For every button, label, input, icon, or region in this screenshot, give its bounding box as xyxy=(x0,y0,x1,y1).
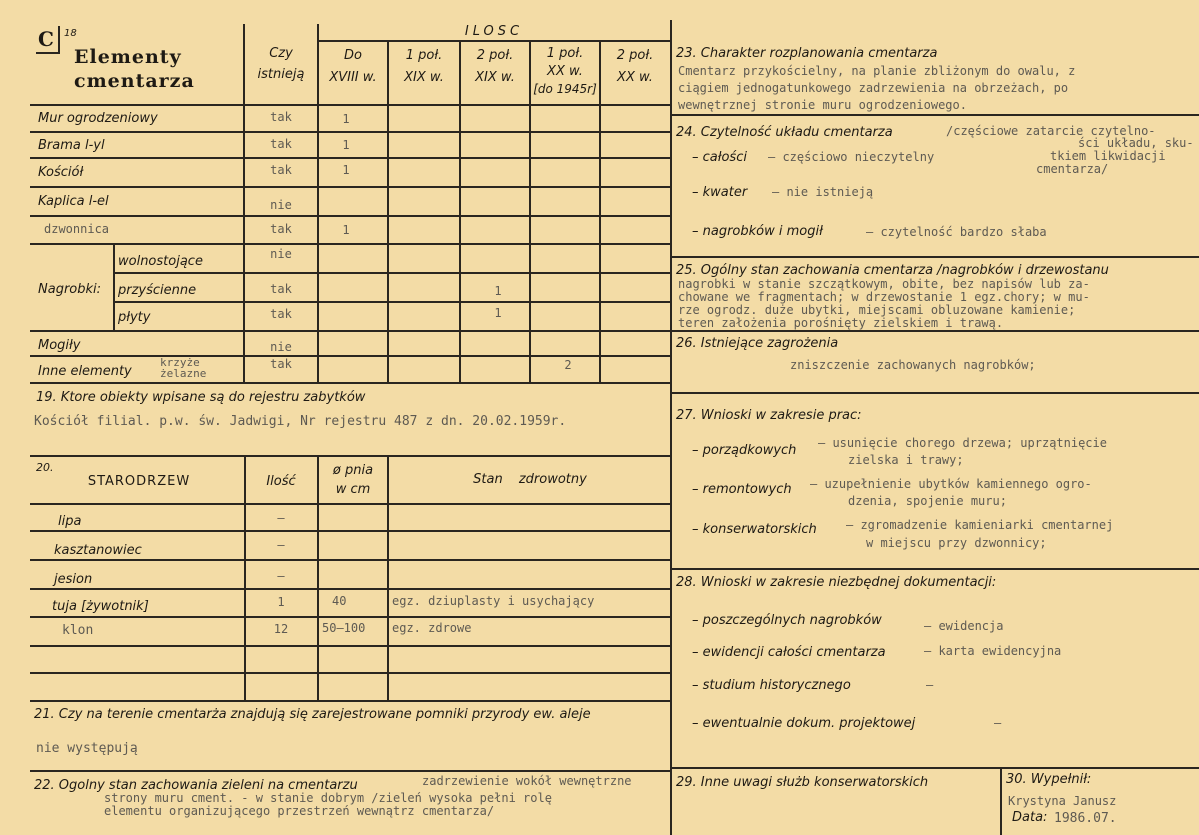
section-title-line2: cmentarza xyxy=(74,70,195,92)
exists-other: tak xyxy=(270,357,292,371)
exists-freestanding: nie xyxy=(270,247,292,261)
row-label-slabs: płyty xyxy=(118,310,151,325)
col-xx1-2: XX w. xyxy=(547,64,583,79)
grid-line xyxy=(670,330,1199,332)
s28-item1-value: – ewidencja xyxy=(924,619,1004,633)
grid-line xyxy=(30,770,670,772)
grid-line xyxy=(30,700,670,702)
s24-whole-value: – częściowo nieczytelny xyxy=(768,150,935,164)
s28-item3-value: – xyxy=(926,678,934,692)
grid-line xyxy=(114,272,670,274)
s24-note-1: /częściowe zatarcie czytelno- xyxy=(946,124,1156,138)
col-xx2-1: 2 poł. xyxy=(616,48,654,63)
grid-line xyxy=(670,392,1199,394)
s19-value: Kościół filial. p.w. św. Jadwigi, Nr rejestru 487 z dn. 20.02.1959r. xyxy=(34,414,567,429)
s28-item2-label: – ewidencji całości cmentarza xyxy=(692,645,886,660)
col-quantity-label: ILOSC xyxy=(464,24,524,39)
tree-count-linden: – xyxy=(277,511,285,525)
s26-label: 26. Istniejące zagrożenia xyxy=(676,336,839,351)
s25-label: 25. Ogólny stan zachowania cmentarza /nagrobków i drzewostanu xyxy=(676,263,1109,278)
grid-line xyxy=(30,330,670,332)
s28-item3-label: – studium historycznego xyxy=(692,678,851,693)
col-xviii-1: Do xyxy=(344,48,362,63)
s25-value-3: rze ogrodz. duże ubytki, miejscami obluzowane kamienie; xyxy=(678,303,1076,317)
s28-item4-label: – ewentualnie dokum. projektowej xyxy=(692,716,916,731)
s24-note-2: ści układu, sku- xyxy=(1078,136,1194,150)
grid-line xyxy=(30,559,670,561)
s27-cons-value-2: w miejscu przy dzwonnicy; xyxy=(866,536,1047,550)
s27-repair-label: – remontowych xyxy=(692,482,792,497)
grid-line xyxy=(30,131,670,133)
s22-value-2: strony muru cment. - w stanie dobrym /zieleń wysoka pełni rolę xyxy=(104,791,552,805)
grid-line xyxy=(30,104,670,106)
col-xix1-1: 1 poł. xyxy=(405,48,443,63)
s23-label: 23. Charakter rozplanowania cmentarza xyxy=(676,46,938,61)
tree-name-thuja: tuja [żywotnik] xyxy=(52,599,149,614)
row-label-gate: Brama l-yl xyxy=(38,138,105,153)
grid-line xyxy=(670,568,1199,570)
row-label-chapel: Kaplica l-el xyxy=(38,194,109,209)
graves-group-label: Nagrobki: xyxy=(38,282,102,297)
s24-quarters-label: – kwater xyxy=(692,185,748,200)
s25-value-1: nagrobki w stanie szczątkowym, obite, bez napisów lub za- xyxy=(678,277,1090,291)
grid-line xyxy=(30,645,670,647)
grid-line xyxy=(30,382,670,384)
s27-cons-label: – konserwatorskich xyxy=(692,522,817,537)
col-xx1-3: [do 1945r] xyxy=(533,82,597,96)
grid-line xyxy=(30,588,670,590)
tree-count-thuja: 1 xyxy=(277,595,285,609)
s20-col-diam-1: ø pnia xyxy=(332,463,374,478)
section-title-line1: Elementy xyxy=(74,46,182,68)
s27-label: 27. Wnioski w zakresie prac: xyxy=(676,408,862,423)
s27-cons-value-1: – zgromadzenie kamieniarki cmentarnej xyxy=(846,518,1114,532)
s27-order-value-1: – usunięcie chorego drzewa; uprzątnięcie xyxy=(818,436,1107,450)
s28-item2-value: – karta ewidencyjna xyxy=(924,644,1062,658)
row-label-belfry: dzwonnica xyxy=(44,222,110,236)
grid-line xyxy=(670,767,1199,769)
s27-order-value-2: zielska i trawy; xyxy=(848,453,964,467)
grid-line xyxy=(670,114,1199,116)
s24-graves-value: – czytelność bardzo słaba xyxy=(866,225,1047,239)
col-xx1-1: 1 poł. xyxy=(546,46,584,61)
exists-wallmounted: tak xyxy=(270,282,292,296)
grid-line xyxy=(317,456,319,701)
exists-wall: tak xyxy=(270,110,292,124)
section-letter: C xyxy=(38,27,55,51)
tree-health-maple: egz. zdrowe xyxy=(392,621,472,635)
col-xx2-2: XX w. xyxy=(617,70,653,85)
tree-name-chestnut: kasztanowiec xyxy=(54,543,142,558)
col-xix2-2: XIX w. xyxy=(475,70,515,85)
row-other-sub2: żelazne xyxy=(160,367,207,380)
tree-diam-thuja: 40 xyxy=(332,594,347,608)
qty-wall-xviii: 1 xyxy=(342,112,350,126)
s26-value: zniszczenie zachowanych nagrobków; xyxy=(790,358,1036,372)
col-exists-label-1: Czy xyxy=(269,46,293,61)
s23-value-1: Cmentarz przykościelny, na planie zbliżonym do owalu, z xyxy=(678,64,1076,78)
qty-gate-xviii: 1 xyxy=(342,138,350,152)
qty-slabs-xix2: 1 xyxy=(494,306,502,320)
grid-line xyxy=(113,243,115,330)
grid-line xyxy=(1000,767,1002,835)
col-xviii-2: XVIII w. xyxy=(329,70,377,85)
exists-belfry: tak xyxy=(270,222,292,236)
s27-repair-value-2: dzenia, spojenie muru; xyxy=(848,494,1007,508)
row-label-wall: Mur ogrodzeniowy xyxy=(38,111,158,126)
exists-church: tak xyxy=(270,163,292,177)
tree-count-ash: – xyxy=(277,569,285,583)
exists-gate: tak xyxy=(270,137,292,151)
tree-count-maple: 12 xyxy=(273,622,289,636)
row-label-church: Kościół xyxy=(38,165,84,180)
s25-value-2: chowane we fragmentach; w drzewostanie 1 egz.chory; w mu- xyxy=(678,290,1090,304)
qty-belfry-xviii: 1 xyxy=(342,223,350,237)
grid-line xyxy=(30,530,670,532)
s20-num: 20. xyxy=(36,461,54,474)
tree-health-thuja: egz. dziuplasty i usychający xyxy=(392,594,595,608)
s27-repair-value-1: – uzupełnienie ubytków kamiennego ogro- xyxy=(810,477,1092,491)
tree-count-chestnut: – xyxy=(277,538,285,552)
s24-note-4: cmentarza/ xyxy=(1036,162,1109,176)
grid-line xyxy=(30,186,670,188)
exists-slabs: tak xyxy=(270,307,292,321)
s30-date: 1986.07. xyxy=(1054,811,1117,826)
tree-name-linden: lipa xyxy=(58,514,82,529)
grid-line xyxy=(30,455,670,457)
s25-value-4: teren założenia porośnięty zielskiem i trawą. xyxy=(678,316,1004,330)
s19-label: 19. Ktore obiekty wpisane są do rejestru zabytków xyxy=(36,390,366,405)
s20-col-tree: STARODRZEW xyxy=(87,474,191,489)
s21-value: nie występują xyxy=(36,741,138,756)
s24-label: 24. Czytelność układu cmentarza xyxy=(676,125,893,140)
s30-label: 30. Wypełnił: xyxy=(1006,772,1092,787)
s23-value-2: ciągiem jednogatunkowego zadrzewienia na obrzeżach, po xyxy=(678,81,1069,95)
grid-line xyxy=(114,301,670,303)
s29-label: 29. Inne uwagi służb konserwatorskich xyxy=(676,775,929,790)
s28-label: 28. Wnioski w zakresie niezbędnej dokumentacji: xyxy=(676,575,997,590)
page-divider xyxy=(670,20,672,835)
grid-line xyxy=(30,215,670,217)
row-label-mounds: Mogiły xyxy=(38,338,81,353)
s24-note-3: tkiem likwidacji xyxy=(1050,149,1166,163)
col-xix1-2: XIX w. xyxy=(404,70,444,85)
s30-date-label: Data: xyxy=(1012,810,1048,825)
grid-line xyxy=(30,243,670,245)
tree-diam-maple: 50–100 xyxy=(322,621,366,635)
s28-item4-value: – xyxy=(994,716,1002,730)
s27-order-label: – porządkowych xyxy=(692,443,797,458)
exists-chapel: nie xyxy=(270,198,292,212)
s22-value-1: zadrzewienie wokół wewnętrzne xyxy=(422,774,632,788)
grid-line xyxy=(30,503,670,505)
grid-line xyxy=(30,355,670,357)
s28-item1-label: – poszczególnych nagrobków xyxy=(692,613,882,628)
grid-line xyxy=(30,616,670,618)
qty-church-xviii: 1 xyxy=(342,163,350,177)
grid-line xyxy=(387,456,389,701)
tree-name-ash: jesion xyxy=(54,572,93,587)
s20-col-health: Stan zdrowotny xyxy=(473,472,587,487)
grid-line xyxy=(317,40,670,42)
section-number: 18 xyxy=(64,28,77,39)
s30-name: Krystyna Janusz xyxy=(1008,794,1117,808)
s20-col-diam-2: w cm xyxy=(335,482,371,497)
s24-quarters-value: – nie istnieją xyxy=(772,185,874,199)
grid-line xyxy=(670,256,1199,258)
grid-line xyxy=(30,672,670,674)
s24-graves-label: – nagrobków i mogił xyxy=(692,224,823,239)
col-xix2-1: 2 poł. xyxy=(476,48,514,63)
row-label-freestanding: wolnostojące xyxy=(118,254,203,269)
row-other-sub1: krzyże xyxy=(160,356,200,369)
s20-col-count: Ilość xyxy=(266,474,296,489)
s22-value-3: elementu organizującego przestrzeń wewnątrz cmentarza/ xyxy=(104,804,495,818)
s21-label: 21. Czy na terenie cmentarża znajdują się zarejestrowane pomniki przyrody ew. aleje xyxy=(34,707,591,722)
grid-line xyxy=(30,157,670,159)
row-label-wallmounted: przyścienne xyxy=(118,283,197,298)
s22-label: 22. Ogolny stan zachowania zieleni na cmentarzu xyxy=(34,778,358,793)
row-label-other: Inne elementy xyxy=(38,364,132,379)
qty-wallmounted-xix2: 1 xyxy=(494,284,502,298)
tree-name-maple: klon xyxy=(62,623,94,638)
col-exists-label-2: istnieją xyxy=(257,67,305,82)
exists-mounds: nie xyxy=(270,340,292,354)
qty-other-xx1: 2 xyxy=(564,358,572,372)
s23-value-3: wewnętrznej stronie muru ogrodzeniowego. xyxy=(678,98,967,112)
s24-whole-label: – całości xyxy=(692,150,747,165)
